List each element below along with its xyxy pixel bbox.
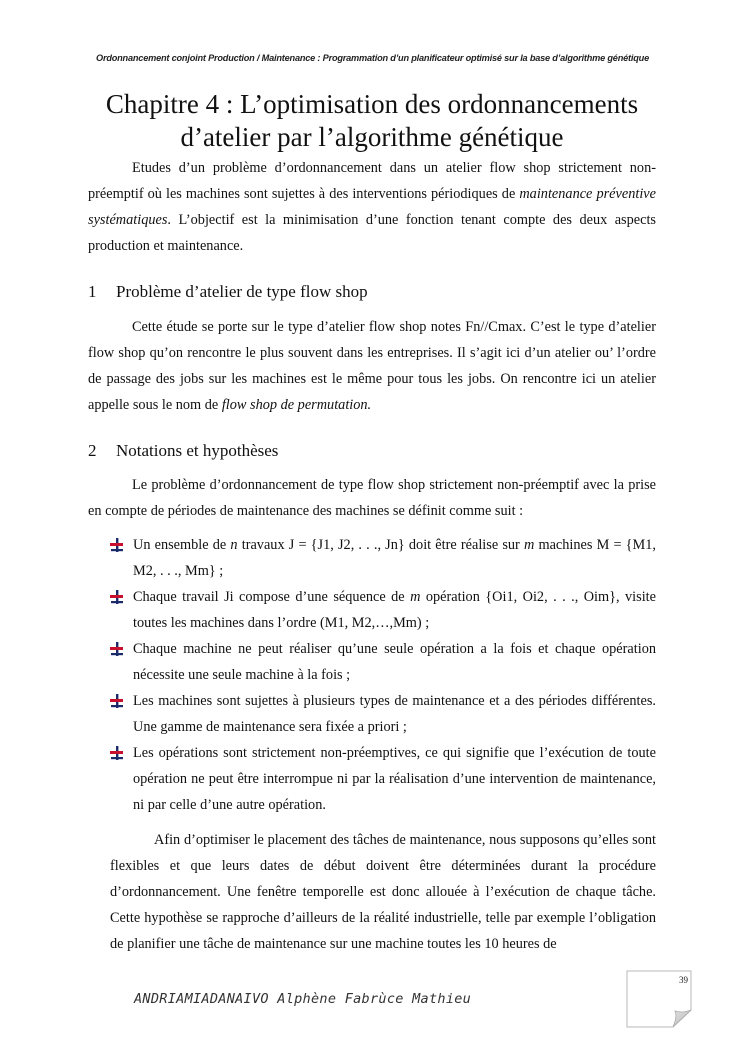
b5-text: Les opérations sont strictement non-préemptives, ce qui signifie que l’exécution de toute opération ne peut être interrompue ni par la réalisation d’une intervention de maintenance, ni par celle d’une autre opération. bbox=[133, 745, 656, 813]
b1-text-a: Un ensemble de bbox=[133, 537, 231, 553]
b3-text: Chaque machine ne peut réaliser qu’une seule opération a la fois et chaque opération nécessite une seule machine à la fois ; bbox=[133, 641, 656, 683]
bullet-icon bbox=[110, 590, 124, 604]
b1-var-m: m bbox=[523, 537, 535, 553]
section-1-number: 1 bbox=[88, 282, 97, 301]
b2-var-m: m bbox=[410, 589, 421, 605]
intro-italic: maintenance préventive systématiques bbox=[88, 186, 656, 228]
b2-text-b: opération {Oi1, Oi2, . . ., Oim}, visite toutes les machines dans l’ordre (M1, M2,…,Mm) ; bbox=[133, 589, 656, 631]
bullet-icon bbox=[110, 642, 124, 656]
bullet-icon bbox=[110, 694, 124, 708]
b1-text-b: travaux J = {J1, J2, . . ., Jn} doit être réalise sur bbox=[237, 537, 524, 553]
list-item bbox=[110, 740, 656, 818]
chapter-title bbox=[88, 88, 656, 154]
b4-text: Les machines sont sujettes à plusieurs types de maintenance et a des périodes différentes. Une gamme de maintenance sera fixée a priori ; bbox=[133, 693, 656, 735]
intro-paragraph bbox=[88, 155, 656, 259]
b1-text-c: machines M = {M1, M2, . . ., Mm} ; bbox=[133, 537, 656, 579]
chapter-title-line-1: Chapitre 4 : L’optimisation des ordonnancements bbox=[105, 89, 639, 119]
chapter-title-line-2: d’atelier par l’algorithme génétique bbox=[180, 122, 564, 152]
list-item bbox=[110, 584, 656, 636]
closing-paragraph: Afin d’optimiser le placement des tâches de maintenance, nous supposons qu’elles sont flexibles et que leurs dates de début doivent être déterminées durant la procédure d’ordonnancement. Une fenêtre temporelle est donc allouée à l’exécution de chaque tâche. Cette hypothèse se rapproche d’ailleurs de la réalité industrielle, telle par exemple l’obligation de planifier une tâche de maintenance sur une machine toutes les 10 heures de bbox=[110, 832, 656, 952]
intro-text: Etudes d’un problème d’ordonnancement dans un atelier flow shop strictement non-préemptif où les machines sont sujettes à des interventions périodiques de bbox=[88, 160, 656, 202]
section-1-italic: flow shop de permutation. bbox=[221, 397, 372, 413]
list-item bbox=[110, 532, 656, 584]
section-1-text: Cette étude se porte sur le type d’atelier flow shop notes Fn//Cmax. C’est le type d’atelier flow shop qu’on rencontre le plus souvent dans les entreprises. Il s’agit ici d’un atelier ou’ l’ordre de passage des jobs sur les machines est le même pour tous les jobs. On rencontre ici un atelier appelle sous le nom de bbox=[88, 319, 656, 413]
bullet-icon bbox=[110, 746, 124, 760]
section-1-paragraph bbox=[88, 314, 656, 418]
section-2-number: 2 bbox=[88, 441, 97, 460]
intro-text-end: . L’objectif est la minimisation d’une fonction tenant compte des deux aspects production et maintenance. bbox=[88, 212, 656, 254]
section-2-title: Notations et hypothèses bbox=[116, 441, 279, 460]
section-1-title: Problème d’atelier de type flow shop bbox=[116, 282, 368, 301]
section-1-heading bbox=[88, 282, 368, 302]
b1-var-n: n bbox=[230, 537, 238, 553]
author-signature: ANDRIAMIADANAIVO Alphène Fabrùce Mathieu bbox=[134, 991, 472, 1007]
section-2-heading bbox=[88, 441, 278, 461]
hypotheses-list bbox=[110, 532, 656, 818]
page-number: 39 bbox=[679, 975, 688, 985]
bullet-icon bbox=[110, 538, 124, 552]
b2-text-a: Chaque travail Ji compose d’une séquence de bbox=[133, 589, 411, 605]
running-header: Ordonnancement conjoint Production / Maintenance : Programmation d’un planificateur optimisé sur la base d’algorithme génétique bbox=[96, 53, 649, 63]
list-item bbox=[110, 688, 656, 740]
list-item bbox=[110, 636, 656, 688]
section-2-intro: Le problème d’ordonnancement de type flow shop strictement non-préemptif avec la prise en compte de périodes de maintenance des machines se définit comme suit : bbox=[88, 477, 656, 519]
